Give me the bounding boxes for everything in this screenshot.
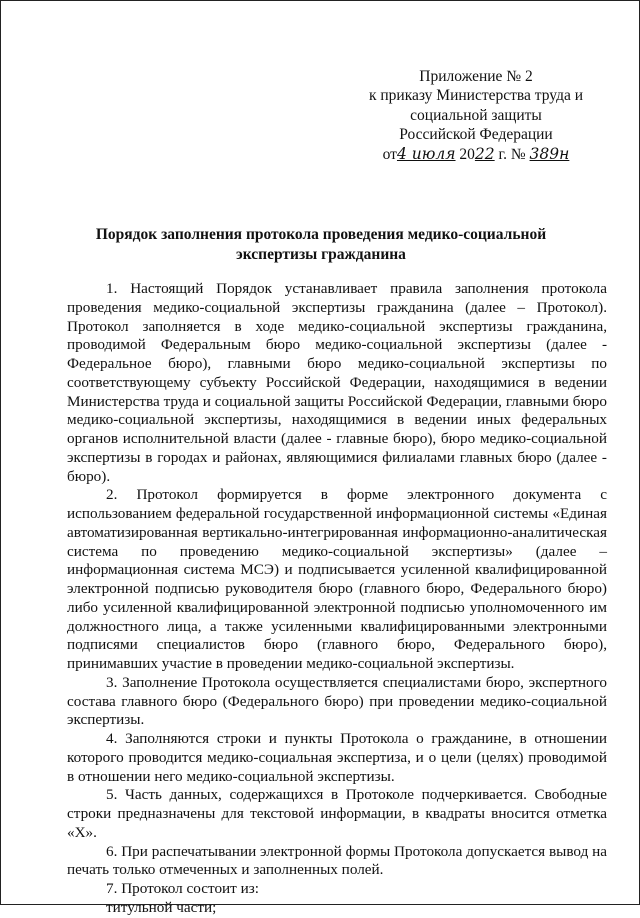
title-line-2: экспертизы гражданина <box>236 245 406 263</box>
year-suffix: г. № <box>494 145 530 163</box>
order-date-line <box>361 145 591 164</box>
year-prefix: 20 <box>459 145 475 163</box>
date-prefix: от <box>382 145 397 163</box>
paragraph-3: 3. Заполнение Протокола осуществляется специалистами бюро, экспертного состава главного бюро (Федерального бюро) при проведении медико-социальной экспертизы. <box>67 673 607 729</box>
document-title <box>61 225 581 264</box>
appendix-header <box>361 67 591 164</box>
paragraph-7: 7. Протокол состоит из: <box>106 880 259 897</box>
handwritten-order-number: 389н <box>529 144 570 163</box>
appendix-line-1: Приложение № 2 <box>419 68 533 85</box>
paragraph-1: 1. Настоящий Порядок устанавливает правила заполнения протокола проведения медико-социальной экспертизы гражданина (далее – Протокол). Протокол заполняется в ходе медико-социальной экспертизы гражданина, проводимой Федеральным бюро медико-социальной экспертизы (далее - Федеральное бюро), главными бюро медико-социальной экспертизы по соответствующему субъекту Российской Федерации, находящимися в ведении Министерства труда и социальной защиты Российской Федерации, главными бюро медико-социальной экспертизы, находящимися в ведении иных федеральных органов исполнительной власти (далее - главные бюро), бюро медико-социальной экспертизы в городах и районах, являющимися филиалами главных бюро (далее - бюро). <box>67 280 607 485</box>
appendix-line-2: к приказу Министерства труда и <box>368 87 584 105</box>
appendix-line-3: социальной защиты <box>410 106 542 124</box>
handwritten-year: 22 <box>474 144 495 163</box>
document-body <box>67 280 607 918</box>
appendix-line-4: Российской Федерации <box>399 126 553 144</box>
paragraph-2: 2. Протокол формируется в форме электронного документа с использованием федеральной государственной информационной системы «Единая автоматизированная вертикально-интегрированная информационно-аналитическая система по проведению медико-социальной экспертизы» (далее – информационная система МСЭ) и подписывается усиленной квалифицированной электронной подписью руководителя бюро (главного бюро, Федерального бюро) либо усиленной квалифицированной электронной подписью уполномоченного им должностного лица, а также усиленными квалифицированными электронными подписями специалистов бюро (главного бюро, Федерального бюро), принимавших участие в проведении медико-социальной экспертизы. <box>67 486 607 672</box>
paragraph-5: 5. Часть данных, содержащихся в Протоколе подчеркивается. Свободные строки предназначены для текстовой информации, в квадраты вносится отметка «Х». <box>67 786 607 841</box>
paragraph-7-item-1: титульной части; <box>106 898 217 916</box>
paragraph-6: 6. При распечатывании электронной формы Протокола допускается вывод на печать только отмеченных и заполненных полей. <box>67 842 607 879</box>
title-line-1: Порядок заполнения протокола проведения медико-социальной <box>95 226 547 243</box>
handwritten-date: 4 июля <box>396 144 456 163</box>
paragraph-4: 4. Заполняются строки и пункты Протокола о гражданине, в отношении которого проводится медико-социальная экспертиза, и о цели (целях) проводимой в отношении него медико-социальной экспертизы. <box>67 730 607 785</box>
